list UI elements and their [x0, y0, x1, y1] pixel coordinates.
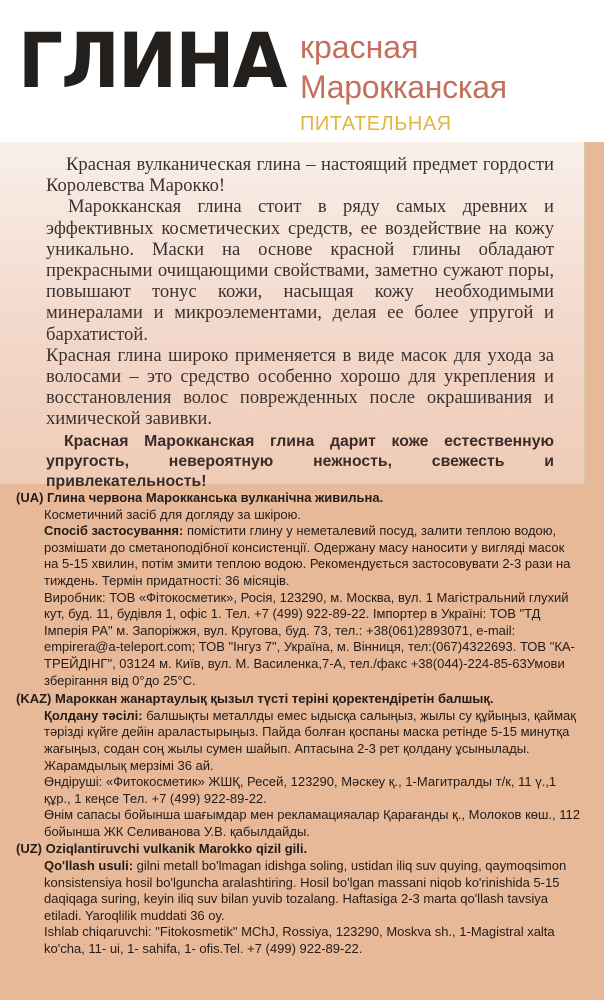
section-uz-usage-text: gilni metall bo'lmagan idishga soling, ustidan iliq suv quying, qaymoqsimon konsistensiya hosil bo'lguncha aralashtiring. Hosil bo'lgan massani niqob ko'rinishida 5-15 daqiqaga suring, keyin iliq suv bilan yuvib tozalang. Haftasiga 2-3 marta qo'llash tavsiya etiladi. Yaroqlilik muddati 36 oy. [44, 858, 567, 923]
description-panel [0, 142, 585, 491]
section-kaz-title: (KAZ) Мароккан жанартаулық қызыл түсті терінi қоректендiретiн балшық. [16, 691, 494, 707]
section-ua [10, 490, 590, 689]
header [0, 0, 604, 142]
section-ua-maker: Виробник: ТОВ «Фітокосметик», Росія, 123290, м. Москва, вул. 1 Магістральний глухий кут, буд. 11, будівля 1, офіс 1. Тел. +7 (499) 922-89-22. Імпортер в Україні: ТОВ "ТД Імперія РА" м. Запоріжжя, вул. Кругова, буд. 73, тел.: +38(061)2893071, e-mail: empirera@a-teleport.com; ТОВ "Інгуз 7", Україна, м. Вінниця, тел:(067)4322693. ТОВ "КА-ТРЕЙДІНГ", 03124 м. Київ, вул. М. Василенка,7-А, тел./факс +38(044)-224-85-63Умови зберігання від 0°до 25°С. [44, 589, 575, 688]
subtitle-type: ПИТАТЕЛЬНАЯ [300, 113, 452, 135]
subtitle-origin: Марокканская [300, 69, 507, 105]
section-kaz-maker: Өндіруші: «Фитокосметик» ЖШҚ, Ресей, 123290, Мәскеу қ., 1-Магитралды т/к, 11 ү.,1 құр., 1 кеңсе Тел. +7 (499) 922-89-22. [44, 774, 557, 806]
description-paragraph-1: Красная вулканическая глина – настоящий предмет гордости Королевства Марокко! [46, 154, 554, 197]
section-uz-maker: Ishlab chiqaruvchi: "Fitokosmetik" MChJ, Rossiya, 123290, Moskva sh., 1-Magistral xalta ko'cha, 11- ui, 1- sahifa, 1- ofis.Tel. +7 (499) 922-89-22. [44, 924, 555, 957]
section-ua-intro: Косметичний засіб для догляду за шкірою. [44, 506, 302, 522]
section-kaz [10, 691, 590, 840]
section-kaz-usage-label: Қолдану тәсілі: [44, 707, 143, 723]
brand-title: ГЛИНА [18, 16, 286, 105]
section-kaz-usage [44, 708, 580, 774]
description-body [46, 154, 566, 493]
section-uz-body [10, 858, 590, 958]
section-ua-usage-label: Спосіб застосування: [44, 523, 184, 539]
section-uz-usage-label: Qo'llash usuli: [44, 858, 134, 874]
section-kaz-usage-text: балшықты металлды емес ыдысқа салыңыз, жылы су құйыңыз, қаймақ тәрізді күйге дейін араластырыңыз. Пайда болған қоспаны маска ретінде 5-15 минутқа жағыңыз, содан соң жылы сумен шайып. Аптасына 2-3 рет қолдану ұсынылады. Жарамдылық мерзімі 36 ай. [44, 707, 576, 773]
section-ua-usage-text: помістити глину у неметалевий посуд, залити теплою водою, розмішати до сметаноподібної консистенції. Одержану масу наносити у вигляді масок на 5-15 хвилин, потім змити теплою водою. Рекомендується застосовувати 2-3 рази на тиждень. Термін придатності: 36 місяців. [44, 523, 571, 588]
section-ua-title: (UA) Глина червона Марокканська вулканічна живильна. [16, 490, 384, 505]
section-kaz-body [10, 708, 590, 841]
section-ua-body [10, 507, 590, 690]
description-paragraph-2: Марокканская глина стоит в ряду самых древних и эффективных косметических средств, ее воздействие на кожу уникально. Маски на основе красной глины обладают прекрасными очищающими свойствами, заметно сужают поры, повышают тонус кожи, насыщая кожу необходимыми минералами и микроэлементами, делая ее более упругой и бархатистой. [46, 196, 554, 345]
description-highlight: Красная Марокканская глина дарит коже естественную упругость, невероятную нежность, свежесть и привлекательность! [46, 432, 554, 491]
description-paragraph-3: Красная глина широко применяется в виде масок для ухода за волосами – это средство особенно хорошо для укрепления и восстановления волос поврежденных после окрашивания и химической завивки. [46, 344, 554, 430]
section-uz-title: (UZ) Oziqlantiruvchi vulkanik Marokko qizil gili. [16, 841, 308, 857]
section-uz-usage [44, 858, 580, 924]
section-ua-usage [44, 523, 580, 589]
subtitle-color: красная [300, 29, 419, 65]
section-kaz-complaints: Өнім сапасы бойынша шағымдар мен рекламацияалар Қарағанды қ., Молоков көш., 112 бойынша ЖК Селиванова У.В. қабылдайды. [44, 807, 580, 839]
multilingual-info [10, 490, 590, 958]
section-uz [10, 841, 590, 957]
